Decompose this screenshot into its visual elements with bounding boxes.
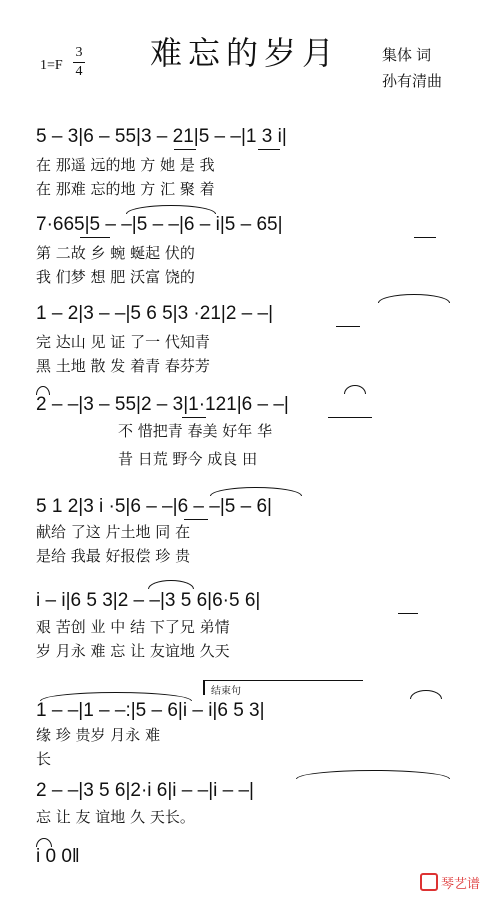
system-7-notes: 1 – –|1 – –:|5 – 6|i – i|6 5 3| [36,700,265,721]
system-1-notes: 5 – 3|6 – 55|3 – 21|5 – –|1 3 i| [36,126,287,147]
watermark [420,873,480,892]
time-signature-top: 3 [75,45,83,60]
beam [80,237,110,238]
system-4-lyrics-2: 昔 日荒 野今 成良 田 [118,450,258,468]
lyricist-credit: 集体 词 [382,47,432,64]
system-7-lyrics-2: 长 [36,750,52,768]
beam [182,417,206,418]
ending-marker [203,680,363,695]
system-5-lyrics-1: 献给 了这 片土地 同 在 [36,523,191,541]
system-6-notes: i – i|6 5 3|2 – –|3 5 6|6·5 6| [36,590,261,611]
system-5-notes: 5 1 2|3 i ·5|6 – –|6 – –|5 – 6| [36,496,272,517]
system-1-lyrics-2: 在 那难 忘的地 方 汇 聚 着 [36,180,215,198]
tie [344,385,366,394]
song-title: 难忘的岁月 [150,34,341,72]
beam [336,326,360,327]
system-7-lyrics-1: 缘 珍 贵岁 月永 难 [36,726,161,744]
system-4-notes: 2 – –|3 – 55|2 – 3|1·121|6 – –| [36,394,289,415]
system-3-lyrics-1: 完 达山 见 证 了一 代知青 [36,333,210,351]
tie [210,487,302,496]
beam [258,149,280,150]
system-3-notes: 1 – 2|3 – –|5 6 5|3 ·21|2 – –| [36,303,274,324]
system-6-lyrics-2: 岁 月永 难 忘 让 友谊地 久天 [36,642,230,660]
system-8-lyrics-1: 忘 让 友 谊地 久 天长。 [36,808,195,826]
ending-marker-label: 结束句 [211,686,241,697]
beam [328,417,372,418]
system-8-notes: 2 – –|3 5 6|2·i 6|i – –|i – –| [36,780,254,801]
tie [410,690,442,699]
beam [414,237,436,238]
time-signature-bottom: 4 [75,64,83,79]
system-2-notes: 7·665|5 – –|5 – –|6 – i|5 – 65| [36,214,283,235]
beam [184,519,208,520]
composer-credit: 孙有清曲 [382,73,443,90]
tie [126,205,216,214]
system-6-lyrics-1: 艰 苦创 业 中 结 下了兄 弟情 [36,618,230,636]
system-3-lyrics-2: 黑 土地 散 发 着青 春芬芳 [36,357,210,375]
tie [296,770,450,779]
system-5-lyrics-2: 是给 我最 好报偿 珍 贵 [36,547,191,565]
system-1-lyrics-1: 在 那遥 远的地 方 她 是 我 [36,156,215,174]
system-2-lyrics-1: 第 二故 乡 蜿 蜒起 伏的 [36,244,195,262]
system-4-lyrics-1: 不 惜把青 春美 好年 华 [118,422,273,440]
beam [174,149,196,150]
system-9-notes: i 0 0‖ [36,846,80,867]
time-signature [72,44,86,81]
system-2-lyrics-2: 我 们梦 想 肥 沃富 饶的 [36,268,195,286]
tie [148,580,194,589]
beam [398,613,418,614]
tie [378,294,450,303]
watermark-text: 琴艺谱 [440,876,480,891]
key-signature: 1=F [40,58,63,73]
site-logo-icon [420,873,438,891]
